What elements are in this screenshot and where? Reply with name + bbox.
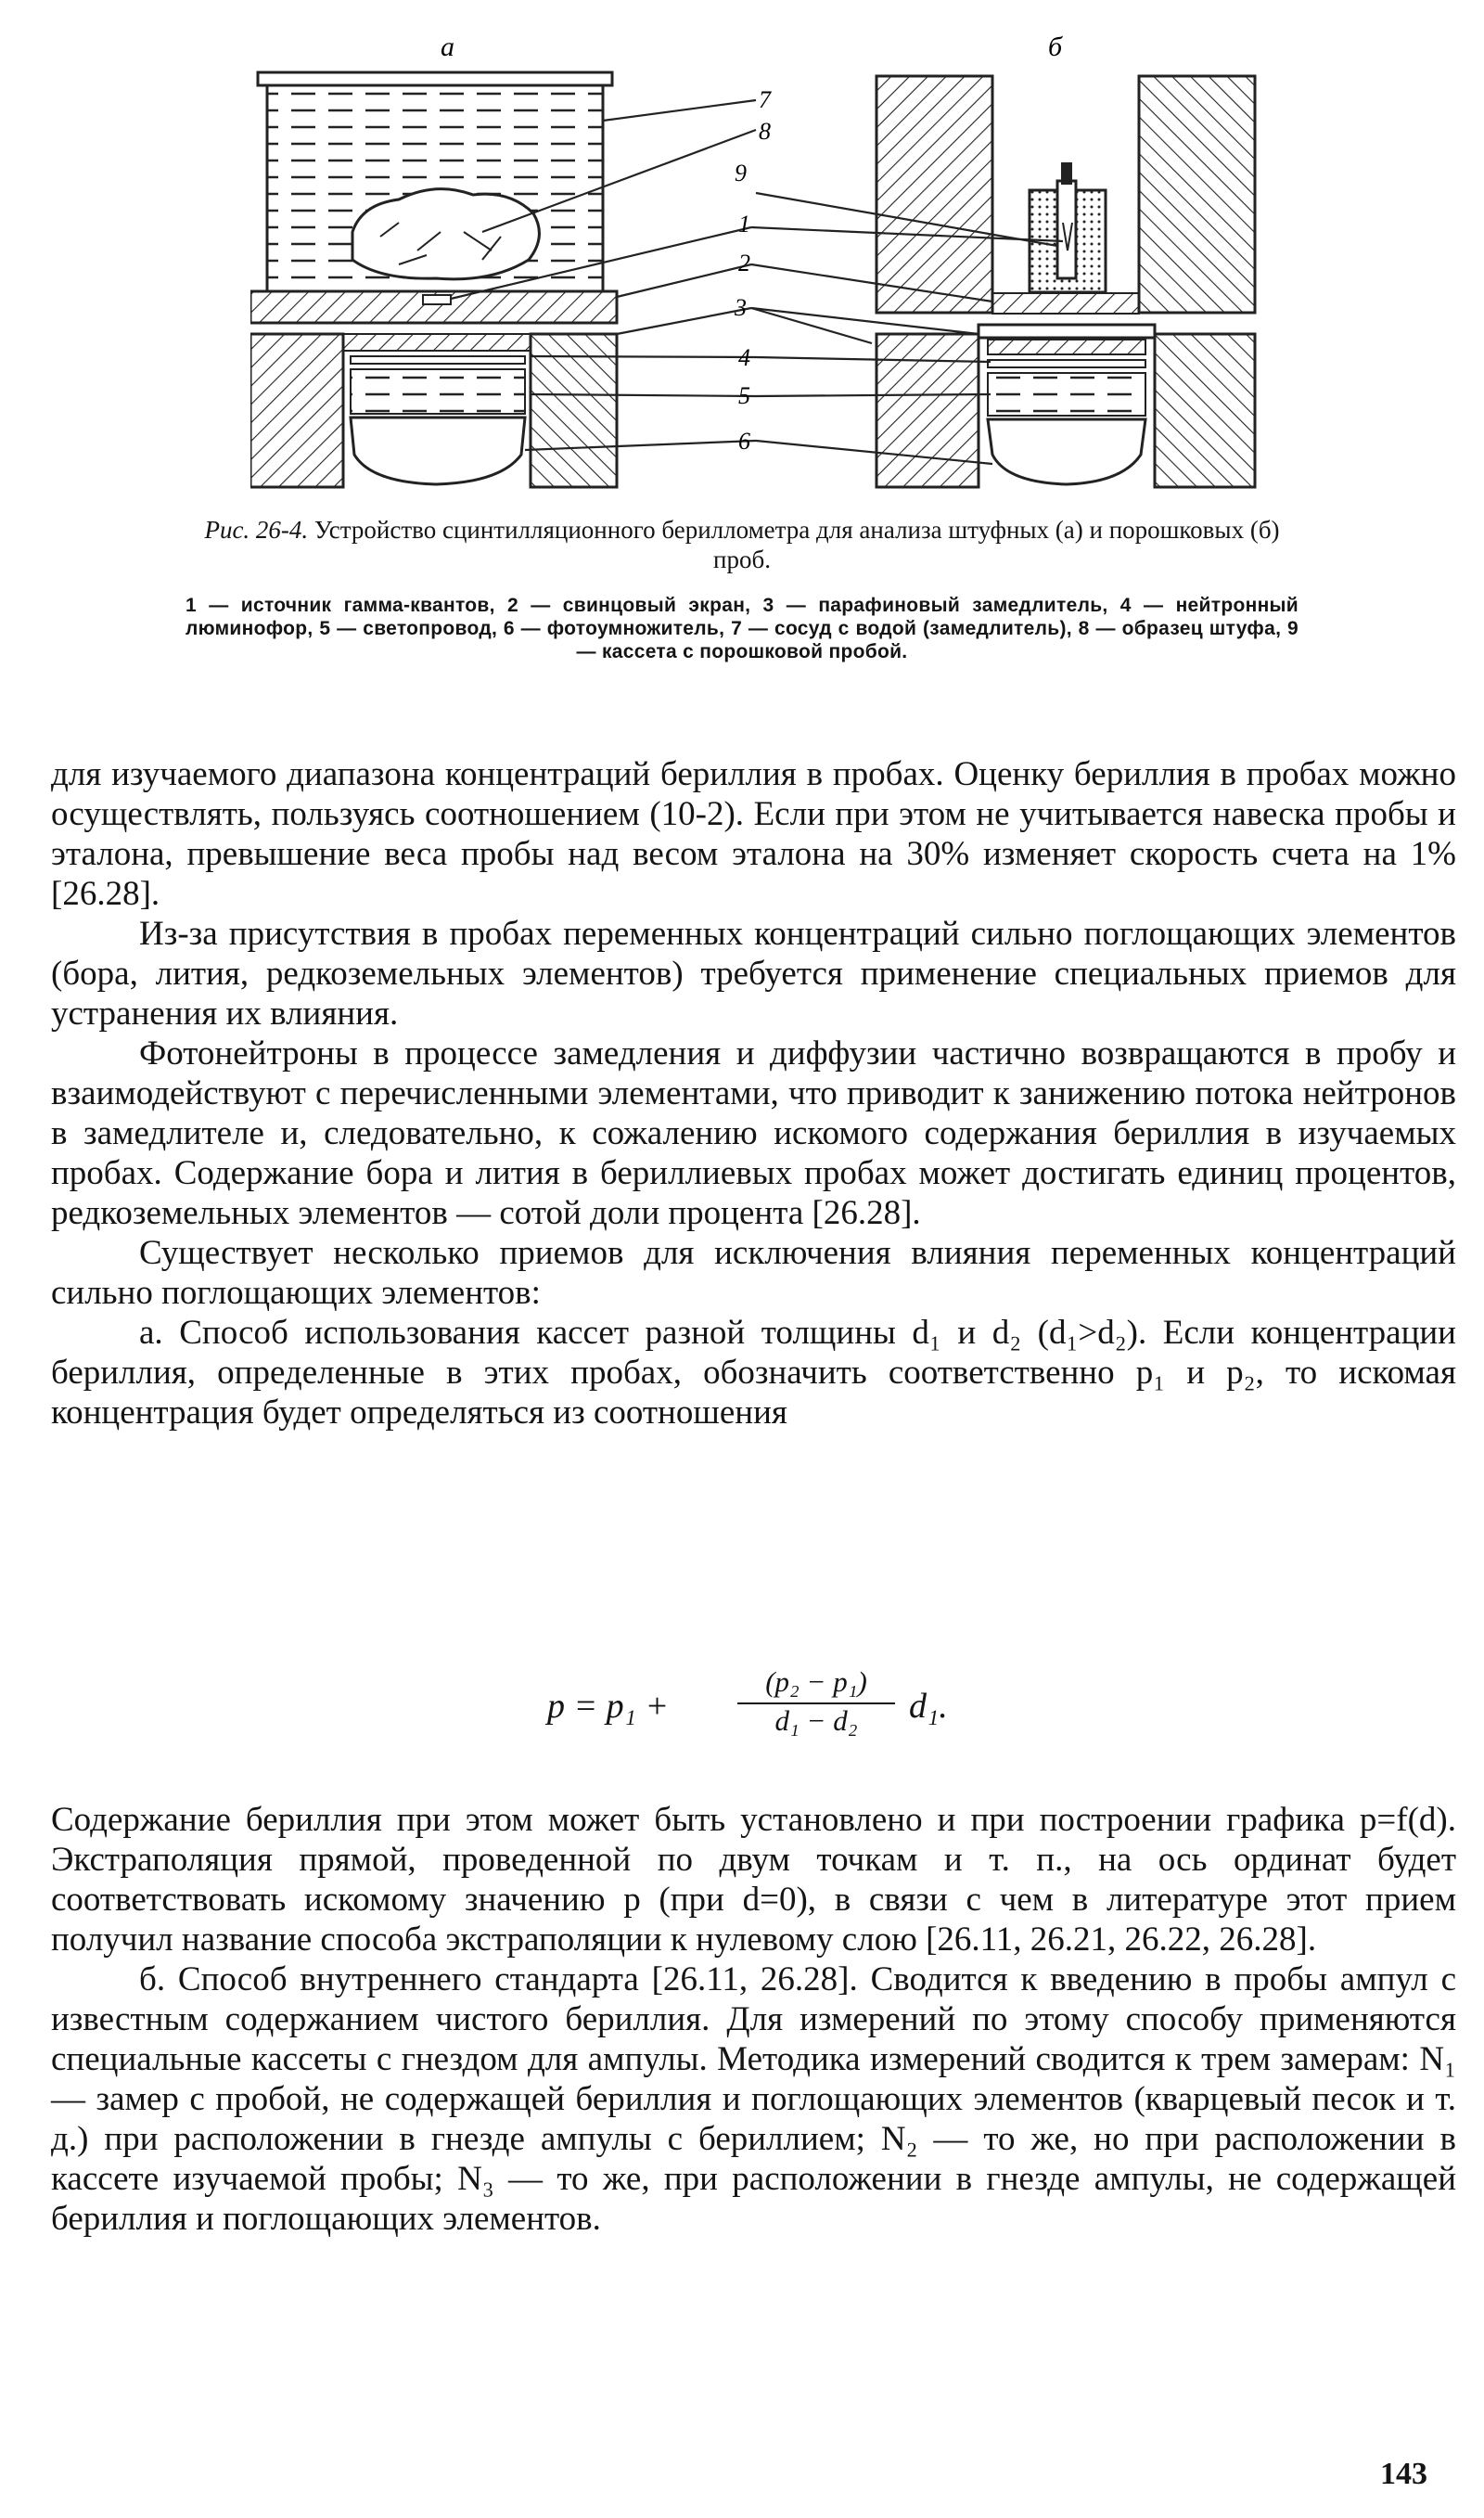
- callout-9: 9: [735, 160, 747, 186]
- panel-a-label: а: [441, 32, 454, 62]
- formula-lhs: p = p₁ +: [547, 1687, 669, 1726]
- formula-denominator: d₁ − d₂: [774, 1704, 858, 1737]
- callout-5: 5: [738, 382, 750, 409]
- callout-2: 2: [738, 250, 750, 276]
- figure-legend: 1 — источник гамма-квантов, 2 — свинцовый экран, 3 — парафиновый замедлитель, 4 — нейтронный люминофор, 5 — светопровод, 6 — фотоумножитель, 7 — сосуд с водой (замедлитель), 8 — образец штуфа, 9 — кассета с порошковой пробой.: [186, 595, 1298, 662]
- paragraph: а. Способ использования кассет разной толщины d₁ и d₂ (d₁>d₂). Если концентрации бериллия, определенные в этих пробах, обозначить соответственно p₁ и p₂, то искомая концентрация будет определяться из соотношения: [51, 1314, 1456, 1432]
- paragraph: Фотонейтроны в процессе замедления и диффузии частично возвращаются в пробу и взаимодействуют с перечисленными элементами, что приводит к занижению потока нейтронов в замедлителе и, следовательно, к сожалению искомого содержания бериллия в изучаемых пробах. Содержание бора и лития в бериллиевых пробах может достигать единиц процентов, редкоземельных элементов — сотой доли процента [26.28].: [51, 1034, 1456, 1232]
- formula-rhs: d₁.: [909, 1687, 948, 1726]
- callout-1: 1: [738, 211, 750, 238]
- callout-7: 7: [759, 86, 771, 113]
- callout-6: 6: [738, 428, 750, 455]
- paragraph: Содержание бериллия при этом может быть установлено и при построении графика p=f(d). Экстраполяция прямой, проведенной по двум точкам и т. п., на ось ординат будет соответствовать искомому значению p (при d=0), в связи с чем в литературе этот прием получил название способа экстраполяции к нулевому слою [26.11, 26.21, 26.22, 26.28].: [51, 1801, 1456, 1959]
- paragraph: Существует несколько приемов для исключения влияния переменных концентраций сильно поглощающих элементов:: [51, 1234, 1456, 1312]
- paragraph: для изучаемого диапазона концентраций бериллия в пробах. Оценку бериллия в пробах можно осуществлять, пользуясь соотношением (10-2). Если при этом не учитывается навеска пробы и эталона, превышение веса пробы над весом эталона на 30% изменяет скорость счета на 1% [26.28].: [51, 755, 1456, 913]
- caption-title: Устройство сцинтилляционного бериллометра для анализа штуфных (а) и порошковых (б) проб.: [313, 516, 1280, 573]
- callout-numbers: [734, 86, 772, 455]
- panel-b-label: б: [1048, 32, 1063, 62]
- panel-a: [250, 72, 617, 487]
- callout-4: 4: [738, 344, 750, 371]
- figure-diagram: [250, 19, 1261, 501]
- figure-caption: [186, 515, 1298, 574]
- caption-label: Рис. 26-4.: [204, 516, 309, 544]
- paragraph: б. Способ внутреннего стандарта [26.11, 26.28]. Сводится к введению в пробы ампул с известным содержанием чистого бериллия. Для измерений по этому способу применяются специальные кассеты с гнездом для ампулы. Методика измерений сводится к трем замерам: N₁ — замер с пробой, не содержащей бериллия и поглощающих элементов (кварцевый песок и т. д.) при расположении в гнезде ампулы с бериллием; N₂ — то же, но при расположении в кассете изучаемой пробы; N₃ — то же, при расположении в гнезде ампулы, не содержащей бериллия и поглощающих элементов.: [51, 1960, 1456, 2238]
- page-number: 143: [1380, 2457, 1427, 2491]
- paragraph: Из-за присутствия в пробах переменных концентраций сильно поглощающих элементов (бора, лития, редкоземельных элементов) требуется применение специальных приемов для устранения их влияния.: [51, 915, 1456, 1033]
- body-text-2: [51, 1800, 1456, 2239]
- formula: [547, 1665, 1104, 1758]
- panel-b: [876, 76, 1255, 487]
- figure-beryllometer: [250, 19, 1261, 501]
- callout-8: 8: [759, 118, 771, 145]
- body-text-1: [51, 754, 1456, 1432]
- formula-numerator: (p₂ − p₁): [765, 1665, 867, 1698]
- callout-3: 3: [735, 294, 747, 321]
